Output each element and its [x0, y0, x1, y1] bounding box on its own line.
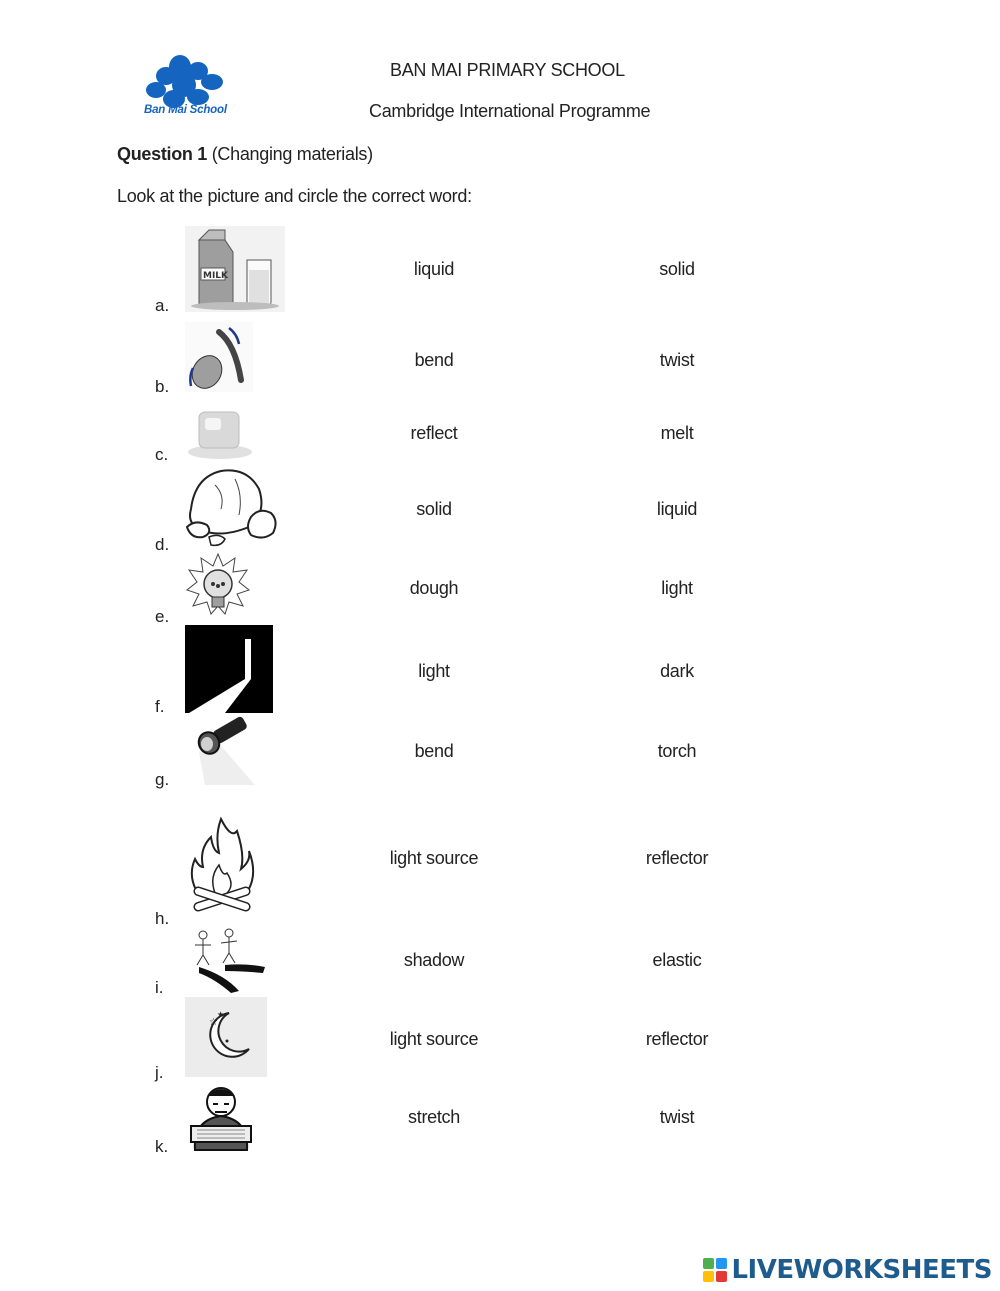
- option-word-2[interactable]: solid: [659, 259, 695, 279]
- light-bulb-icon: [185, 552, 251, 622]
- item-letter: a.: [155, 296, 170, 315]
- item-letter: k.: [155, 1137, 169, 1156]
- option-word-1[interactable]: light: [418, 661, 450, 681]
- option-word-1[interactable]: shadow: [403, 950, 465, 970]
- question-title: [117, 144, 373, 165]
- school-logo: [140, 52, 280, 122]
- people-shadow-icon: [185, 925, 267, 995]
- item-letter: d.: [155, 535, 170, 554]
- option-word-2[interactable]: torch: [657, 741, 697, 761]
- option-word-1[interactable]: bend: [414, 350, 454, 370]
- item-letter: h.: [155, 909, 170, 928]
- item-letter: c.: [155, 445, 169, 464]
- milk-carton-and-glass-icon: [185, 226, 285, 312]
- item-letter: g.: [155, 770, 170, 789]
- option-word-1[interactable]: solid: [416, 499, 452, 519]
- melting-ice-cube-icon: [185, 402, 255, 462]
- torch-icon: [185, 713, 255, 785]
- option-word-1[interactable]: liquid: [413, 259, 455, 279]
- footer-brand: LIVEWORKSHEETS: [731, 1255, 992, 1285]
- flower-logo-icon: [140, 52, 280, 112]
- option-word-2[interactable]: dark: [660, 661, 694, 681]
- instruction: Look at the picture and circle the correct word:: [117, 186, 472, 206]
- item-letter: f.: [155, 697, 165, 716]
- rocks-icon: [185, 465, 280, 549]
- moon-stars-icon: [185, 997, 267, 1077]
- question-topic: (Changing materials): [211, 144, 373, 164]
- option-word-1[interactable]: stretch: [408, 1107, 460, 1127]
- school-name: BAN MAI PRIMARY SCHOOL: [390, 60, 625, 80]
- option-word-1[interactable]: light source: [389, 1029, 479, 1049]
- liveworksheets-logo[interactable]: [703, 1252, 992, 1288]
- man-stretching-paper-icon: [185, 1080, 257, 1152]
- option-word-2[interactable]: twist: [659, 1107, 695, 1127]
- option-word-2[interactable]: melt: [660, 423, 694, 443]
- option-word-2[interactable]: elastic: [652, 950, 702, 970]
- logo-text: Ban Mai School: [144, 104, 227, 116]
- item-letter: b.: [155, 377, 170, 396]
- campfire-icon: [185, 815, 257, 921]
- bent-spoon-icon: [185, 322, 253, 392]
- question-label: Question 1: [117, 144, 208, 164]
- programme-name: Cambridge International Programme: [369, 101, 651, 121]
- option-word-2[interactable]: light: [661, 578, 693, 598]
- dark-doorway-icon: [185, 625, 273, 713]
- item-letter: e.: [155, 607, 170, 626]
- option-word-2[interactable]: liquid: [656, 499, 698, 519]
- option-word-2[interactable]: reflector: [645, 848, 709, 868]
- option-word-2[interactable]: reflector: [645, 1029, 709, 1049]
- svg-text:★: ★: [217, 1010, 225, 1019]
- option-word-2[interactable]: twist: [659, 350, 695, 370]
- item-letter: i.: [155, 978, 164, 997]
- option-word-1[interactable]: bend: [414, 741, 454, 761]
- item-letter: j.: [155, 1063, 164, 1082]
- option-word-1[interactable]: light source: [389, 848, 479, 868]
- svg-text:☆: ☆: [209, 1017, 218, 1028]
- option-word-1[interactable]: reflect: [410, 423, 458, 443]
- colored-squares-icon: [703, 1258, 727, 1282]
- svg-text:MILK: MILK: [203, 271, 229, 281]
- option-word-1[interactable]: dough: [409, 578, 459, 598]
